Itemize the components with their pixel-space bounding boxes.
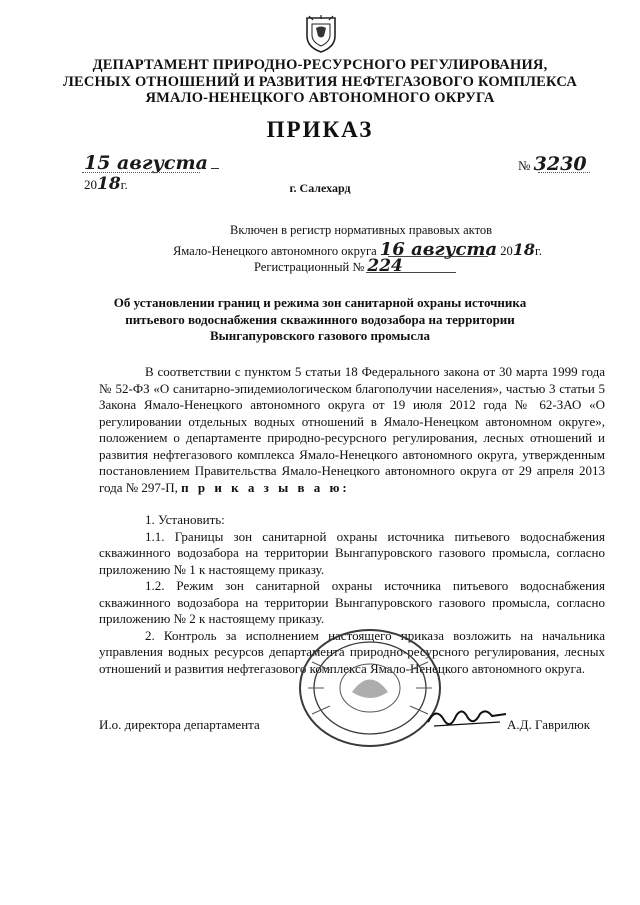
date-underline xyxy=(82,172,200,173)
department-header-line-2: ЛЕСНЫХ ОТНОШЕНИЙ И РАЗВИТИЯ НЕФТЕГАЗОВОГО КОМПЛЕКСА xyxy=(62,73,578,90)
signatory-position: И.о. директора департамента xyxy=(99,717,260,732)
registry-date-underline xyxy=(388,256,488,257)
order-subject-line-1: Об установлении границ и режима зон санитарной охраны источника xyxy=(113,295,527,310)
handwritten-signature-icon xyxy=(426,702,508,732)
order-subject-line-3: Вынгапуровского газового промысла xyxy=(209,328,431,343)
order-year-handwritten: 18 xyxy=(97,174,121,194)
city: г. Салехард xyxy=(289,181,351,195)
registry-line-3 xyxy=(254,256,403,276)
signatory-name: А.Д. Гаврилюк xyxy=(507,717,591,732)
document-title: ПРИКАЗ xyxy=(266,117,374,142)
order-date-handwritten: 15 августа xyxy=(84,152,208,174)
order-number-label: № xyxy=(518,158,531,173)
item-1: 1. Установить: xyxy=(145,512,225,527)
preamble-paragraph xyxy=(99,364,605,496)
item-2: 2. Контроль за исполнением настоящего приказа возложить на начальника управления водных ресурсов департамента природно-ресурсного регулирования, лесных отношений и развития нефтегазового комплекса Ямало-Ненецкого автономного округа. xyxy=(99,627,605,676)
registry-number-label: Регистрационный № xyxy=(254,260,365,274)
coat-of-arms-icon xyxy=(303,14,339,54)
registry-year-prefix: 20 xyxy=(500,244,513,258)
registry-year-handwritten: 18 xyxy=(512,240,536,259)
order-word: п р и к а з ы в а ю: xyxy=(181,479,350,495)
registry-line-1: Включен в регистр нормативных правовых актов xyxy=(230,223,493,237)
order-subject-line-2: питьевого водоснабжения скважинного водозабора на территории xyxy=(125,311,515,327)
order-year-prefix: 20 xyxy=(84,177,97,192)
order-subject xyxy=(0,295,640,345)
preamble-text: В соответствии с пунктом 5 статьи 18 Федерального закона от 30 марта 1999 года № 52-ФЗ «О санитарно-эпидемиологическом благополучии населения», частью 3 статьи 5 Закона Ямало-Ненецкого автономного округа от 19 июля 2012 года № 62-ЗАО «О регулировании отдельных водных отношений в Ямало-Ненецком автономном округе», положением о департаменте природно-ресурсного регулирования, лесных отношений и развития нефтегазового комплекса Ямало-Ненецкого автономного округа, утвержденным постановлением Правительства Ямало-Ненецкого автономного округа от 29 апреля 2013 года № 297-П, xyxy=(99,364,605,495)
order-number-handwritten: 3230 xyxy=(533,153,587,175)
registry-number-handwritten: 224 xyxy=(367,256,403,276)
item-1-1: 1.1. Границы зон санитарной охраны источника питьевого водоснабжения скважинного водозабора на территории Вынгапуровского газового промысла, согласно приложению № 1 к настоящему приказу. xyxy=(99,528,605,577)
registry-number-underline xyxy=(366,272,456,273)
registry-year-suffix: г. xyxy=(535,244,542,258)
department-header-line-3: ЯМАЛО-НЕНЕЦКОГО АВТОНОМНОГО ОКРУГА xyxy=(145,90,495,106)
registry-date-handwritten: 16 августа xyxy=(379,239,498,260)
department-header xyxy=(0,57,640,107)
item-1-2: 1.2. Режим зон санитарной охраны источника питьевого водоснабжения скважинного водозабора на территории Вынгапуровского газового промысла, согласно приложению № 2 к настоящему приказу. xyxy=(99,578,605,626)
department-header-line-1: ДЕПАРТАМЕНТ ПРИРОДНО-РЕСУРСНОГО РЕГУЛИРОВАНИЯ, xyxy=(92,57,548,73)
number-underline xyxy=(538,172,590,173)
registry-line-2-text: Ямало-Ненецкого автономного округа xyxy=(173,244,377,258)
order-year-suffix: г. xyxy=(120,177,128,192)
